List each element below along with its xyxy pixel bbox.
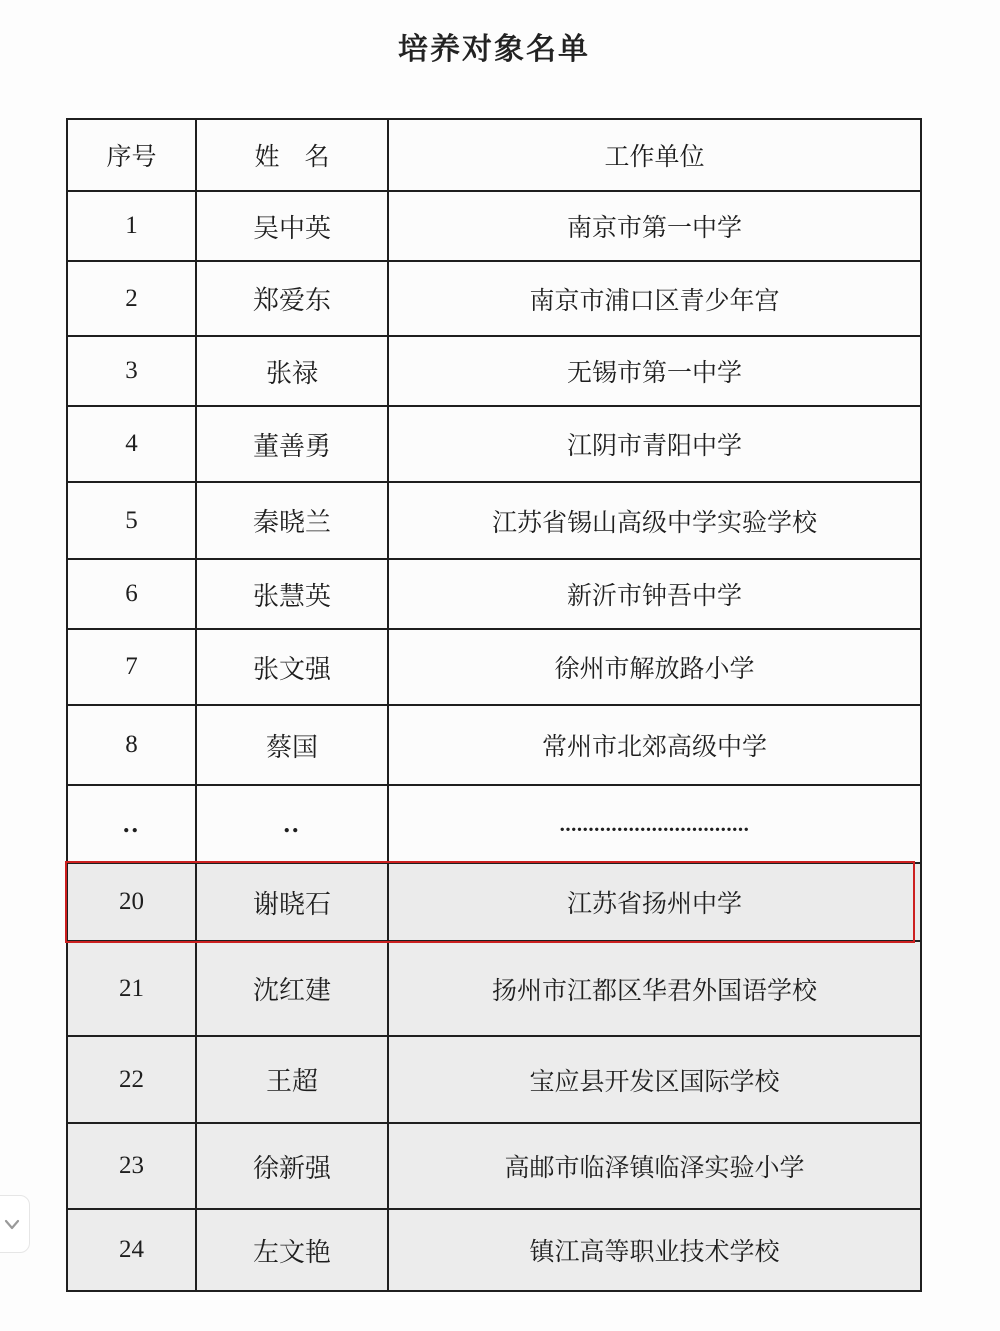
table-row <box>68 786 920 864</box>
table-row <box>68 1210 920 1290</box>
person-name: 张文强 <box>197 630 389 704</box>
column-header-unit: 工作单位 <box>604 143 705 171</box>
person-name: 蔡国 <box>197 706 389 784</box>
person-name: .. <box>197 786 389 862</box>
table-row <box>68 483 920 560</box>
row-number: 2 <box>68 262 197 335</box>
person-name: 徐新强 <box>197 1124 389 1208</box>
person-name: 吴中英 <box>197 192 389 260</box>
row-number: 1 <box>68 192 197 260</box>
table-row <box>68 942 920 1037</box>
table-header-row <box>68 120 920 192</box>
row-number: 24 <box>68 1210 197 1290</box>
person-name: 张慧英 <box>197 560 389 628</box>
collapse-button[interactable] <box>0 1195 30 1253</box>
page-title: 培养对象名单 <box>398 33 590 66</box>
work-unit: 江阴市青阳中学 <box>566 432 742 460</box>
work-unit: 新沂市钟吾中学 <box>566 582 742 610</box>
work-unit: 高邮市临泽镇临泽实验小学 <box>504 1154 805 1182</box>
work-unit: 宝应县开发区国际学校 <box>529 1067 780 1096</box>
person-name: 秦晓兰 <box>197 483 389 558</box>
row-number: 21 <box>68 942 197 1035</box>
work-unit: ................................. <box>559 811 750 836</box>
row-number: 6 <box>68 560 197 628</box>
work-unit: 无锡市第一中学 <box>566 359 742 387</box>
work-unit: 江苏省扬州中学 <box>566 890 742 918</box>
table-row <box>68 1037 920 1124</box>
row-number: 4 <box>68 407 197 481</box>
row-number: 8 <box>68 706 197 784</box>
person-name: 王超 <box>197 1037 389 1122</box>
person-name: 郑爱东 <box>197 262 389 335</box>
chevron-down-icon <box>0 1211 25 1237</box>
table-row <box>68 192 920 262</box>
work-unit: 镇江高等职业技术学校 <box>529 1238 780 1266</box>
person-name: 左文艳 <box>197 1210 389 1290</box>
document <box>66 0 922 1292</box>
table-row <box>68 560 920 630</box>
work-unit: 徐州市解放路小学 <box>554 655 755 683</box>
work-unit: 扬州市江都区华君外国语学校 <box>491 976 817 1005</box>
column-header-name: 姓 名 <box>197 120 389 190</box>
person-name: 沈红建 <box>197 942 389 1035</box>
work-unit: 南京市浦口区青少年宫 <box>529 286 780 315</box>
row-number: 22 <box>68 1037 197 1122</box>
table-row <box>68 630 920 706</box>
person-name: 谢晓石 <box>197 864 389 940</box>
work-unit: 江苏省锡山高级中学实验学校 <box>491 508 817 537</box>
row-number: 7 <box>68 630 197 704</box>
table-row <box>68 407 920 483</box>
person-name: 张禄 <box>197 337 389 405</box>
work-unit: 南京市第一中学 <box>566 214 742 242</box>
table-row <box>68 706 920 786</box>
row-number: 23 <box>68 1124 197 1208</box>
row-number: .. <box>68 786 197 862</box>
row-number: 20 <box>68 864 197 940</box>
candidates-table <box>66 118 922 1292</box>
table-row <box>68 262 920 337</box>
work-unit: 常州市北郊高级中学 <box>541 733 767 761</box>
table-row <box>68 1124 920 1210</box>
person-name: 董善勇 <box>197 407 389 481</box>
table-row-highlighted <box>68 864 920 942</box>
column-header-no: 序号 <box>68 120 197 190</box>
row-number: 5 <box>68 483 197 558</box>
row-number: 3 <box>68 337 197 405</box>
table-row <box>68 337 920 407</box>
